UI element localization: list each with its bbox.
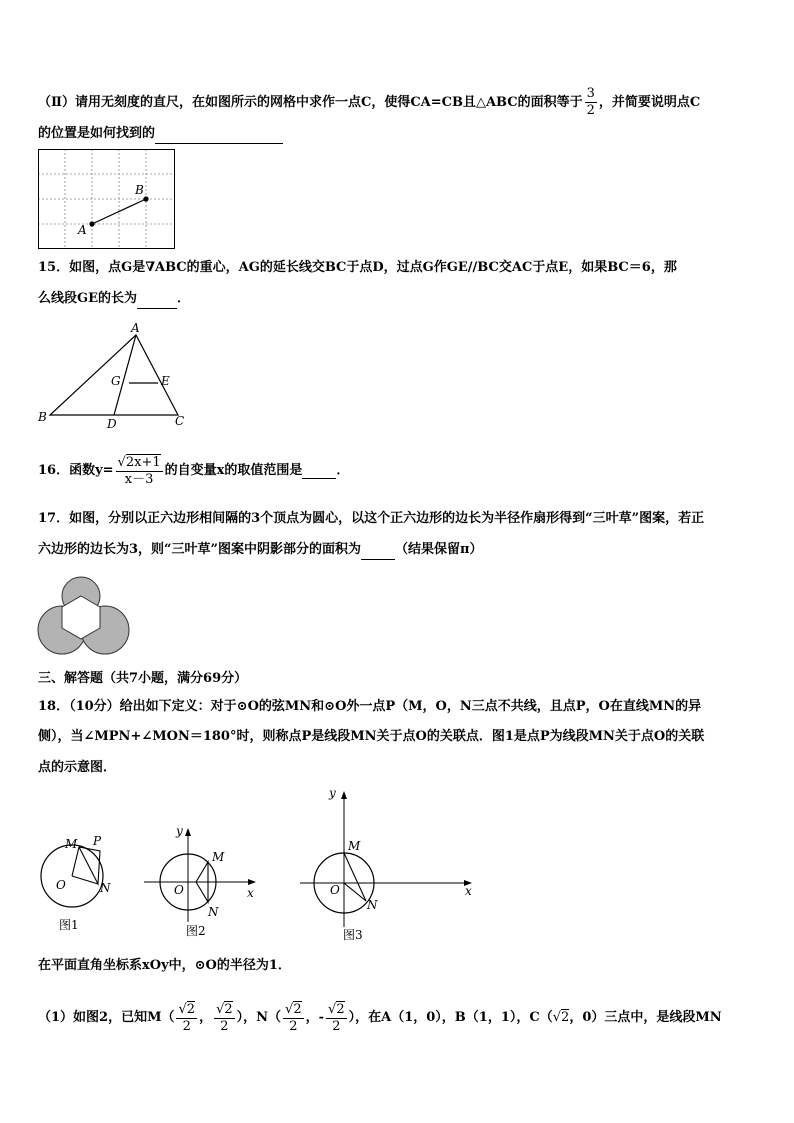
m-y-fraction <box>214 1002 235 1035</box>
sqrt-symbol: √ <box>117 454 126 470</box>
fig1-caption: 图1 <box>59 918 79 932</box>
fig2-label-x: x <box>247 886 254 900</box>
fig1-label-n: N <box>100 881 111 895</box>
label-b: B <box>135 183 144 197</box>
q14-text-a: 请用无刻度的直尺，在如图所示的网格中求作一点C，使得CA=CB且△ABC的面积等于 <box>74 95 583 110</box>
q18-figure-3 <box>296 783 480 929</box>
q18-line5 <box>38 996 722 1040</box>
fig1-label-o: O <box>56 878 66 892</box>
m-x-fraction <box>176 1002 197 1035</box>
label-B: B <box>38 410 47 424</box>
fig1-label-p: P <box>93 834 102 848</box>
n-y-fraction <box>326 1002 347 1035</box>
n-y-den: 2 <box>332 1018 341 1034</box>
n-y-num: √2 <box>328 1001 345 1017</box>
m-comma: ， <box>199 1010 213 1025</box>
q14-frac-den: 2 <box>586 103 595 118</box>
q18-text-4: 在平面直角坐标系xOy中，⊙O的半径为1． <box>38 958 291 973</box>
q18-text-1: 18．（10分）给出如下定义：对于⊙O的弦MN和⊙O外一点P（M，O，N三点不共线，且点P，O在直线MN的异 <box>38 699 702 714</box>
n-x-num: √2 <box>285 1001 302 1017</box>
n-minus: - <box>318 1010 325 1025</box>
fig3-label-o: O <box>330 883 340 897</box>
q18-text-5a: （1）如图2，已知M（ <box>38 1010 175 1025</box>
fig3-label-n: N <box>367 898 378 912</box>
fig2-label-o: O <box>174 883 184 897</box>
q14-text-2: 的位置是如何找到的 <box>38 126 156 141</box>
q14-grid-figure <box>38 149 175 249</box>
q15-line1 <box>38 258 677 278</box>
q14-line2 <box>38 124 283 144</box>
grid-lines <box>38 149 175 249</box>
q14-part-label: （Ⅱ） <box>38 95 75 110</box>
fig3-caption: 图3 <box>343 928 363 942</box>
fig3-label-m: M <box>348 839 361 853</box>
label-G: G <box>111 374 121 388</box>
fig2-label-m: M <box>212 850 225 864</box>
q18-figure-2 <box>140 818 262 928</box>
q18-text-5d: ，0）三点中，是线段MN <box>569 1010 722 1025</box>
q18-figure-1 <box>32 828 122 918</box>
q15-triangle-figure <box>34 320 194 432</box>
c-x-radicand: 2 <box>561 1010 570 1025</box>
q17-text-1: 17．如图，分别以正六边形相间隔的3个顶点为圆心，以这个正六边形的边长为半径作扇形得到“三叶草”图案，若正 <box>38 511 705 526</box>
q16-end: ． <box>336 463 350 478</box>
y-arrow-fig3 <box>341 791 347 799</box>
m-y-num: √2 <box>216 1001 233 1017</box>
section-3-heading <box>38 669 247 689</box>
q15-answer-blank[interactable] <box>137 294 177 309</box>
q16-numerator <box>116 455 163 472</box>
label-A: A <box>131 321 140 335</box>
fig2-label-y: y <box>176 824 183 838</box>
q18-text-3: 点的示意图． <box>38 760 117 775</box>
q17-line1 <box>38 509 704 529</box>
q17-end: （结果保留π） <box>395 542 483 557</box>
q16-denominator: x－3 <box>124 471 154 487</box>
q18-text-2: 侧），当∠MPN+∠MON＝180°时，则称点P是线段MN关于点O的关联点．图1是点P为线段MN关于点O的关联 <box>38 729 705 744</box>
label-E: E <box>161 374 170 388</box>
q18-line3 <box>38 758 116 778</box>
q16-line <box>38 449 349 493</box>
c-x-sqrt: √2 <box>552 1010 570 1025</box>
m-x-num: √2 <box>178 1001 196 1017</box>
n-comma: ， <box>305 1010 319 1025</box>
q17-answer-blank[interactable] <box>361 545 395 560</box>
fig3-label-x: x <box>465 884 472 898</box>
q16-fraction <box>116 455 163 488</box>
q18-line4 <box>38 956 291 976</box>
point-a <box>89 221 94 226</box>
q15-line2 <box>38 289 190 309</box>
m-x-radicand: 2 <box>186 1001 196 1017</box>
q18-line2 <box>38 727 704 747</box>
q17-line2 <box>38 540 483 560</box>
n-y-radicand: 2 <box>336 1001 345 1017</box>
q14-line1 <box>38 86 700 119</box>
q17-clover-figure <box>36 571 132 659</box>
q14-text-b: ，并简要说明点C <box>598 95 701 110</box>
q18-text-5c: ），在A（1，0），B（1，1），C（ <box>348 1010 553 1025</box>
q14-frac-num: 3 <box>586 86 595 101</box>
label-D: D <box>107 417 117 431</box>
q16-radicand: 2x+1 <box>125 454 161 470</box>
y-arrow-fig2 <box>185 828 191 836</box>
q16-suffix: 的自变量x的取值范围是 <box>164 463 303 478</box>
q17-text-2: 六边形的边长为3，则“三叶草”图案中阴影部分的面积为 <box>38 542 362 557</box>
m-y-radicand: 2 <box>224 1001 233 1017</box>
label-C: C <box>175 414 185 428</box>
q16-answer-blank[interactable] <box>302 464 336 479</box>
q18-line1 <box>38 697 701 717</box>
fig2-label-n: N <box>208 905 219 919</box>
q15-end: ． <box>177 291 191 306</box>
m-y-den: 2 <box>220 1018 229 1034</box>
point-b <box>143 196 148 201</box>
fig1-label-m: M <box>65 837 78 851</box>
n-x-den: 2 <box>289 1018 298 1034</box>
q15-text-1: 15．如图，点G是∇ABC的重心，AG的延长线交BC于点D，过点G作GE//BC交AC于点E，如果BC＝6，那 <box>38 260 677 275</box>
q18-text-5b: ），N（ <box>236 1010 282 1025</box>
q14-answer-blank[interactable] <box>155 129 283 144</box>
fig1-lines <box>72 847 100 884</box>
fig3-on <box>344 883 366 901</box>
section-3-text: 三、解答题（共7小题，满分69分） <box>38 671 248 686</box>
q16-prefix: 16．函数y= <box>38 463 114 478</box>
m-x-den: 2 <box>182 1018 191 1034</box>
x-arrow-fig2 <box>248 879 256 885</box>
n-x-fraction <box>283 1002 304 1035</box>
fig2-caption: 图2 <box>186 924 206 938</box>
q14-fraction <box>585 86 597 119</box>
n-x-radicand: 2 <box>293 1001 302 1017</box>
fig3-label-y: y <box>329 786 336 800</box>
label-a: A <box>78 223 87 237</box>
q15-text-2: 么线段GE的长为 <box>38 291 138 306</box>
